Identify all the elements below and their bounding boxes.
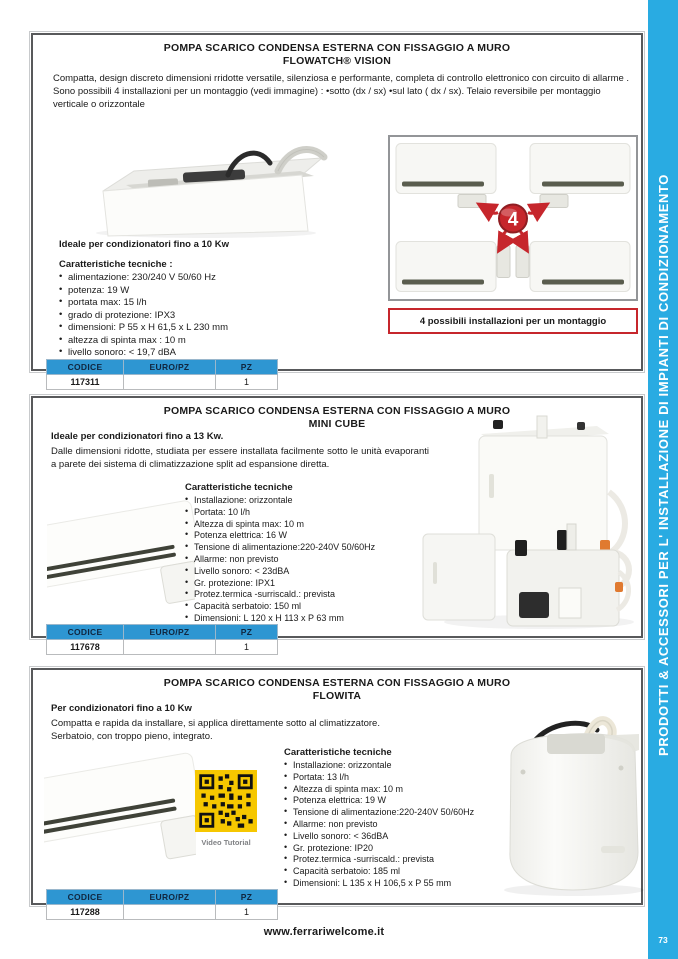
ac-unit-top-left (396, 144, 496, 208)
section-subtitle: MINI CUBE (308, 418, 366, 430)
table-row (47, 905, 278, 920)
ideal-for-text: Per condizionatori fino a 10 Kw (51, 703, 192, 714)
mini-cube-closed (479, 416, 609, 550)
tech-spec-item: • Altezza di spinta max: 10 m (284, 784, 529, 796)
ac-unit-top-right (530, 144, 630, 208)
section-title: POMPA SCARICO CONDENSA ESTERNA CON FISSAGGIO A MURO (163, 42, 511, 54)
ac-unit-with-pump-illustration (44, 743, 196, 875)
ac-unit-bottom-right (516, 242, 630, 292)
footer-url: www.ferrariwelcome.it (263, 926, 385, 938)
tech-specs-title: Caratteristiche tecniche (185, 482, 293, 493)
price-table-mini-cube (46, 624, 278, 655)
number-4-badge (499, 205, 527, 233)
qr-code-block (191, 770, 261, 847)
table-row (47, 375, 278, 390)
tech-spec-item: • Portata: 13 l/h (284, 772, 529, 784)
tech-spec-item: • Tensione di alimentazione:220-240V 50/60Hz (284, 807, 529, 819)
category-sidebar (648, 0, 678, 959)
section-subtitle: FLOWATCH® VISION (282, 55, 392, 67)
tech-spec-item: • Gr. protezione: IPX1 (185, 578, 455, 590)
tech-specs-title: Caratteristiche tecniche : (59, 259, 173, 270)
tech-spec-item: • grado di protezione: IPX3 (59, 310, 389, 323)
tech-spec-item: • Capacità serbatoio: 150 ml (185, 601, 455, 613)
tech-spec-item: • Altezza di spinta max: 10 m (185, 519, 455, 531)
product-code: 117311 (47, 375, 124, 390)
tech-spec-item: • Potenza elettrica: 19 W (284, 795, 529, 807)
product-code: 117288 (47, 905, 124, 920)
tech-spec-item: • Potenza elettrica: 16 W (185, 530, 455, 542)
table-header-euro-pz: EURO/PZ (124, 360, 216, 375)
page-number: 73 (658, 935, 668, 945)
diagram-number: 4 (507, 209, 519, 231)
intro-paragraph: Dalle dimensioni ridotte, studiata per essere installata facilmente sotto le unità evaporanti a parete dei sistema di climatizzazione split ad espansione diretta. (51, 446, 429, 470)
intro-paragraph: Compatta e rapida da installare, si applica direttamente sotto al climatizzatore. (51, 718, 380, 729)
tech-spec-item: • Installazione: orizzontale (284, 760, 529, 772)
price-table-flowatch-vision (46, 359, 278, 390)
price-table-flowita (46, 889, 278, 920)
tech-spec-item: • altezza di spinta max : 10 m (59, 335, 389, 348)
intro-paragraph: Sono possibili 4 installazioni per un montaggio (vedi immagine) : •sotto (dx / sx) •sul lato ( dx / sx). Telaio reversibile per montaggio verticale o orizzontale (53, 86, 601, 110)
pieces-cell: 1 (216, 905, 278, 920)
product-photo-mini-cube (419, 412, 635, 634)
product-photo-flowatch-vision (78, 133, 330, 239)
product-section-flowatch-vision (31, 33, 643, 371)
tech-spec-item: • Dimensioni: L 135 x H 106,5 x P 55 mm (284, 878, 529, 890)
section-title-block (33, 42, 641, 68)
table-header-pz: PZ (216, 625, 278, 640)
tech-spec-item: • Dimensioni: L 120 x H 113 x P 63 mm (185, 613, 455, 625)
tech-specs-list (59, 272, 389, 360)
section-intro (51, 445, 429, 471)
qr-caption: Video Tutorial (201, 838, 251, 847)
ac-unit-bottom-left (396, 242, 510, 292)
section-intro (53, 72, 631, 111)
tech-spec-item: • Allarme: non previsto (284, 819, 529, 831)
tech-spec-item: • dimensioni: P 55 x H 61,5 x L 230 mm (59, 322, 389, 335)
tech-spec-item: • Protez.termica -surriscald.: prevista (284, 854, 529, 866)
pieces-cell: 1 (216, 640, 278, 655)
product-section-mini-cube (31, 396, 643, 638)
tech-spec-item: • Livello sonoro: < 36dBA (284, 831, 529, 843)
tech-spec-item: • Gr. protezione: IP20 (284, 843, 529, 855)
tech-spec-item: • portata max: 15 l/h (59, 297, 389, 310)
tech-spec-item: • Capacità serbatoio: 185 ml (284, 866, 529, 878)
qr-code-video-tutorial (195, 770, 257, 832)
tech-spec-item: • Portata: 10 l/h (185, 507, 455, 519)
four-installations-illustration (394, 141, 632, 295)
table-header-pz: PZ (216, 360, 278, 375)
ideal-for-text: Ideale per condizionatori fino a 10 Kw (59, 239, 229, 250)
price-cell (124, 905, 216, 920)
intro-paragraph: Serbatoio, con troppo pieno, integrato. (51, 731, 213, 742)
section-intro (51, 717, 471, 743)
table-header-euro-pz: EURO/PZ (124, 890, 216, 905)
table-header-euro-pz: EURO/PZ (124, 625, 216, 640)
price-cell (124, 375, 216, 390)
tech-specs-list (185, 495, 455, 625)
ac-unit-with-pump-illustration (47, 491, 195, 619)
ideal-for-text: Ideale per condizionatori fino a 13 Kw. (51, 431, 224, 442)
table-row (47, 640, 278, 655)
table-header-pz: PZ (216, 890, 278, 905)
price-cell (124, 640, 216, 655)
tech-spec-item: • Allarme: non previsto (185, 554, 455, 566)
tech-spec-item: • alimentazione: 230/240 V 50/60 Hz (59, 272, 389, 285)
table-header-codice: CODICE (47, 625, 124, 640)
table-header-codice: CODICE (47, 890, 124, 905)
section-title: POMPA SCARICO CONDENSA ESTERNA CON FISSAGGIO A MURO (163, 677, 511, 689)
section-title: POMPA SCARICO CONDENSA ESTERNA CON FISSAGGIO A MURO (163, 405, 511, 417)
tech-spec-item: • Protez.termica -surriscald.: prevista (185, 589, 455, 601)
installation-diagram (388, 135, 638, 301)
tech-specs-title: Caratteristiche tecniche (284, 747, 392, 758)
tech-spec-item: • Tensione di alimentazione:220-240V 50/60Hz (185, 542, 455, 554)
product-code: 117678 (47, 640, 124, 655)
product-section-flowita (31, 668, 643, 905)
tech-spec-item: • livello sonoro: < 19,7 dBA (59, 347, 389, 360)
pieces-cell: 1 (216, 375, 278, 390)
tech-spec-item: • potenza: 19 W (59, 285, 389, 298)
category-sidebar-label: PRODOTTI & ACCESSORI PER L' INSTALLAZIONE DI IMPIANTI DI CONDIZIONAMENTO (655, 173, 671, 756)
product-photo-flowita (489, 694, 654, 899)
intro-paragraph: Compatta, design discreto dimensioni rridotte versatile, silenziosa e performante, completa di controllo elettronico con circuito di allarme . (53, 73, 630, 84)
section-subtitle: FLOWITA (312, 690, 362, 702)
table-header-codice: CODICE (47, 360, 124, 375)
tech-spec-item: • Installazione: orizzontale (185, 495, 455, 507)
tech-spec-item: • Livello sonoro: < 23dBA (185, 566, 455, 578)
diagram-caption: 4 possibili installazioni per un montaggio (388, 308, 638, 334)
